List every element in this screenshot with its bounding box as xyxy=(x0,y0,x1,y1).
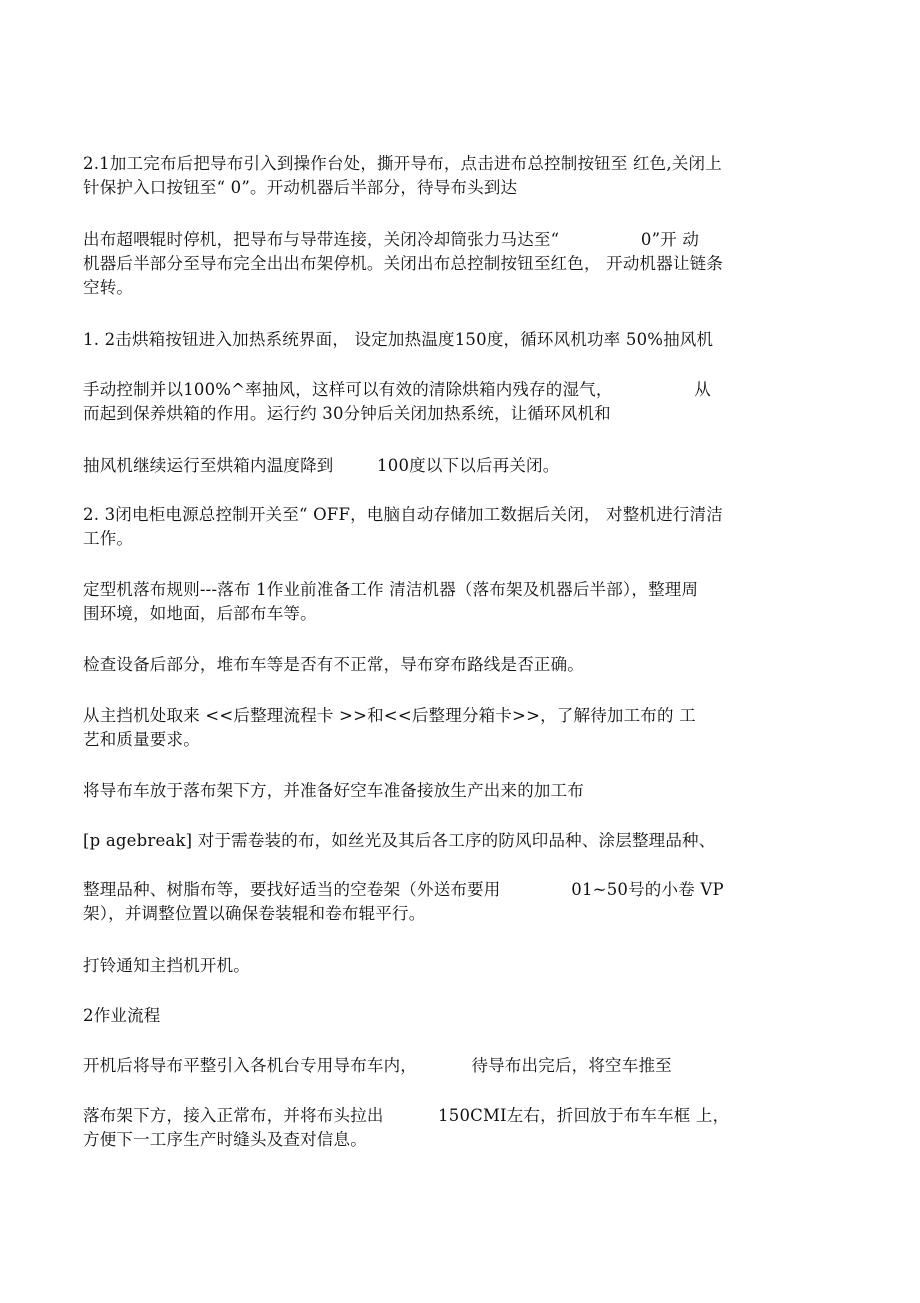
paragraph-line: 打铃通知主挡机开机。 xyxy=(83,956,250,975)
paragraph-line: 落布架下方，接入正常布，并将布头拉出 150CMI左右，折回放于布车车框 上， xyxy=(83,1106,730,1125)
paragraph-line: [p agebreak] 对于需卷装的布，如丝光及其后各工序的防风印品种、涂层整理品种、 xyxy=(83,831,716,850)
paragraph-line: 定型机落布规则---落布 1作业前准备工作 清洁机器（落布架及机器后半部），整理周 xyxy=(83,580,699,599)
paragraph-line: 架），并调整位置以确保卷装辊和卷布辊平行。 xyxy=(83,904,426,923)
paragraph-16 xyxy=(83,1104,828,1152)
paragraph-9 xyxy=(83,704,828,752)
paragraph-3 xyxy=(83,328,828,352)
paragraph-line: 针保护入口按钮至“ 0”。开动机器后半部分，待导布头到达 xyxy=(83,178,518,197)
paragraph-1 xyxy=(83,152,828,200)
paragraph-line: 抽风机继续运行至烘箱内温度降到 100度以下以后再关闭。 xyxy=(83,456,560,475)
paragraph-line: 2作业流程 xyxy=(83,1006,161,1025)
paragraph-line: 手动控制并以100%^率抽风，这样可以有效的清除烘箱内残存的湿气， 从 xyxy=(83,380,711,399)
paragraph-line: 1. 2击烘箱按钮进入加热系统界面， 设定加热温度150度，循环风机功率 50%抽风机 xyxy=(83,330,714,349)
paragraph-4 xyxy=(83,378,828,426)
paragraph-line: 围环境，如地面，后部布车等。 xyxy=(83,604,317,623)
paragraph-5 xyxy=(83,454,828,478)
paragraph-15 xyxy=(83,1054,828,1078)
paragraph-line: 方便下一工序生产时缝头及查对信息。 xyxy=(83,1130,367,1149)
paragraph-line: 检查设备后部分，堆布车等是否有不正常，导布穿布路线是否正确。 xyxy=(83,655,584,674)
paragraph-line: 整理品种、树脂布等，要找好适当的空卷架（外送布要用 01~50号的小卷 VP xyxy=(83,880,724,899)
paragraph-8 xyxy=(83,653,828,677)
paragraph-line: 出布超喂辊时停机，把导布与导带连接，关闭冷却筒张力马达至“ 0”开 动 xyxy=(83,230,700,249)
paragraph-line: 将导布车放于落布架下方，并准备好空车准备接放生产出来的加工布 xyxy=(83,781,584,800)
paragraph-14 xyxy=(83,1004,828,1028)
paragraph-10 xyxy=(83,779,828,803)
paragraph-12 xyxy=(83,878,828,926)
paragraph-6 xyxy=(83,503,828,551)
paragraph-line: 而起到保养烘箱的作用。运行约 30分钟后关闭加热系统，让循环风机和 xyxy=(83,404,611,423)
paragraph-line: 空转。 xyxy=(83,278,134,297)
paragraph-line: 开机后将导布平整引入各机台专用导布车内， 待导布出完后，将空车推至 xyxy=(83,1056,672,1075)
paragraph-11 xyxy=(83,829,828,853)
paragraph-line: 机器后半部分至导布完全出出布架停机。关闭出布总控制按钮至红色， 开动机器让链条 xyxy=(83,254,724,273)
paragraph-2 xyxy=(83,228,828,300)
paragraph-13 xyxy=(83,954,828,978)
paragraph-line: 艺和质量要求。 xyxy=(83,730,200,749)
paragraph-line: 2.1加工完布后把导布引入到操作台处，撕开导布，点击进布总控制按钮至 红色,关闭上 xyxy=(83,154,722,173)
paragraph-line: 2. 3闭电柜电源总控制开关至“ OFF，电脑自动存储加工数据后关闭， 对整机进行清洁 xyxy=(83,505,723,524)
paragraph-line: 从主挡机处取来 <<后整理流程卡 >>和<<后整理分箱卡>>，了解待加工布的 工 xyxy=(83,706,696,725)
paragraph-7 xyxy=(83,578,828,626)
paragraph-line: 工作。 xyxy=(83,529,134,548)
